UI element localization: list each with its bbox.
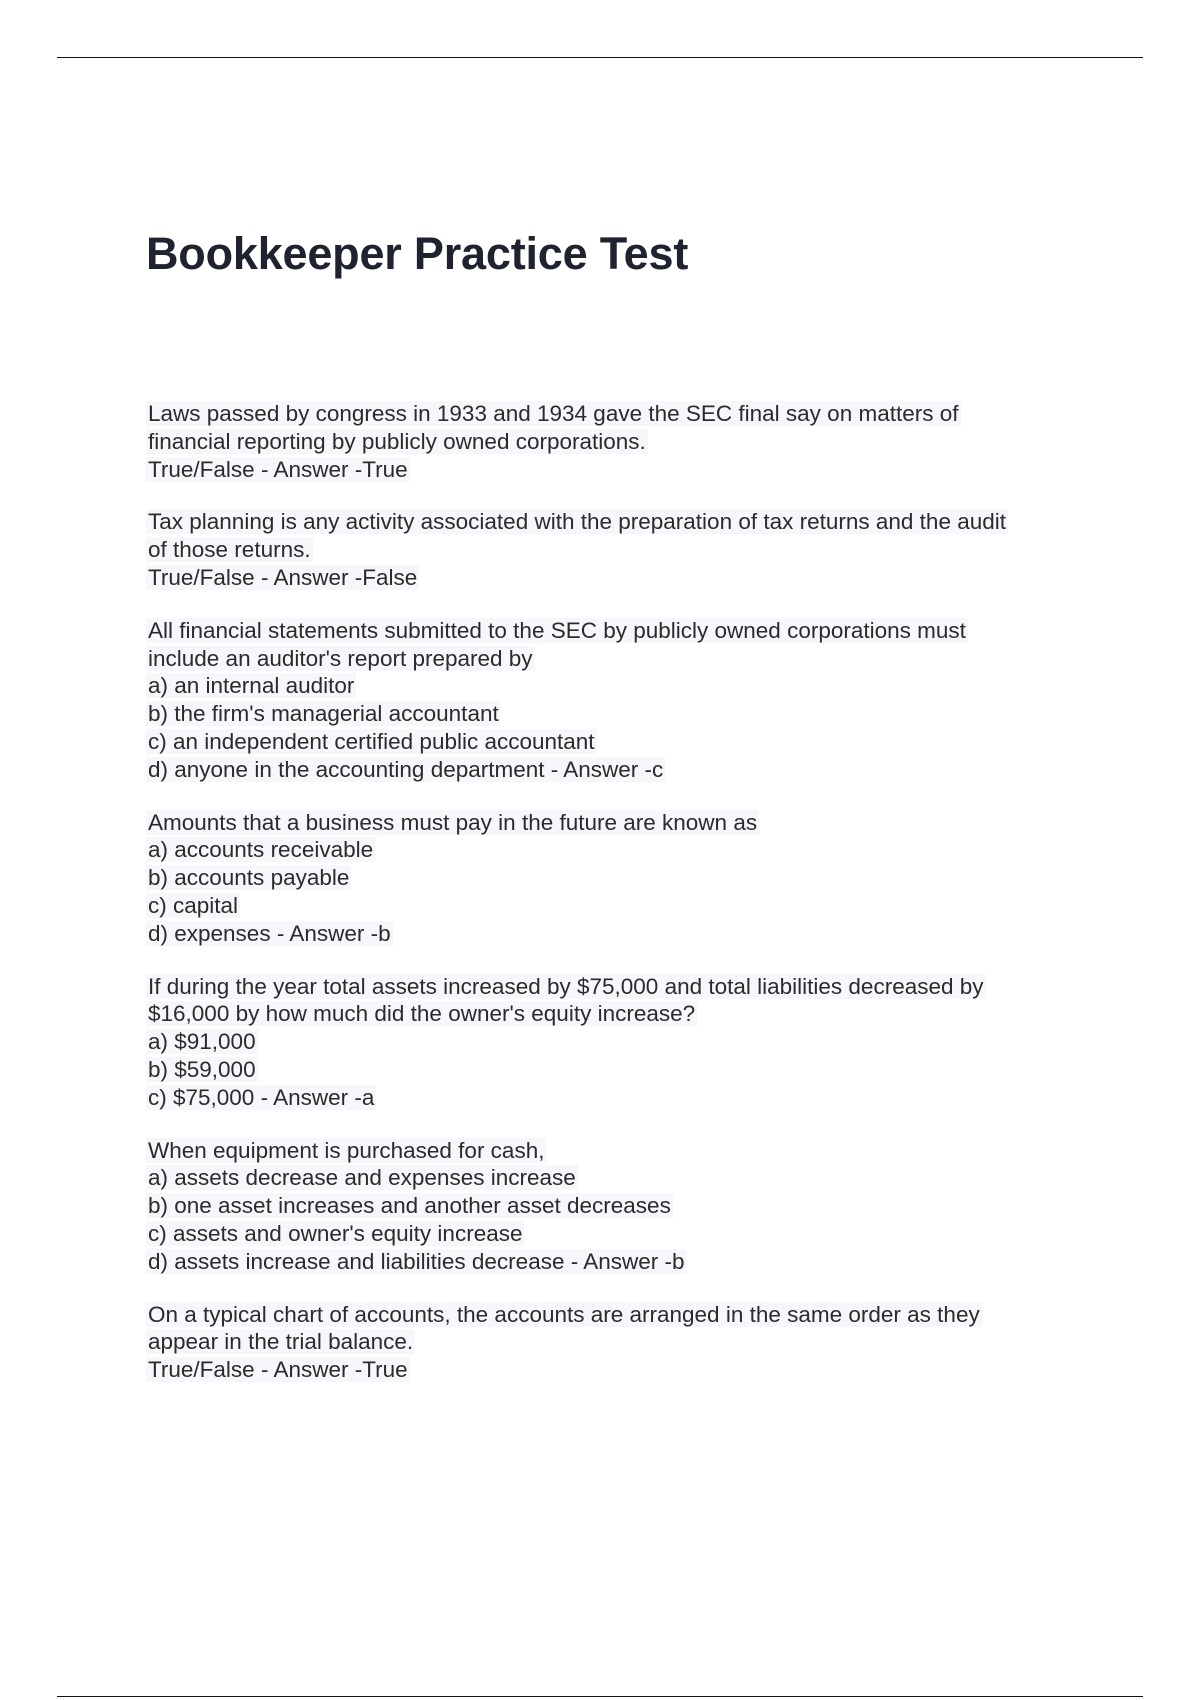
- question-item: [146, 617, 1076, 784]
- question-item: [146, 809, 1076, 948]
- question-line: Amounts that a business must pay in the future are known as: [148, 809, 758, 835]
- question-line: When equipment is purchased for cash,: [148, 1137, 545, 1163]
- question-line: financial reporting by publicly owned corporations.: [148, 428, 646, 454]
- option-line: a) an internal auditor: [148, 673, 355, 699]
- document-title: Bookkeeper Practice Test: [146, 228, 689, 279]
- option-line: a) assets decrease and expenses increase: [148, 1165, 576, 1191]
- option-line: b) one asset increases and another asset decreases: [148, 1193, 671, 1219]
- answer-line: True/False - Answer -True: [148, 456, 408, 482]
- question-line: If during the year total assets increased by $75,000 and total liabilities decreased by: [148, 973, 984, 999]
- option-line: a) $91,000: [148, 1029, 256, 1055]
- option-line: c) assets and owner's equity increase: [148, 1220, 523, 1246]
- answer-line: True/False - Answer -False: [148, 564, 418, 590]
- question-line: include an auditor's report prepared by: [148, 645, 533, 671]
- question-item: [146, 508, 1076, 591]
- question-line: All financial statements submitted to the SEC by publicly owned corporations must: [148, 617, 966, 643]
- answer-line: d) anyone in the accounting department - Answer -c: [148, 756, 664, 782]
- option-line: a) accounts receivable: [148, 837, 374, 863]
- option-line: c) an independent certified public accountant: [148, 728, 595, 754]
- option-line: b) $59,000: [148, 1056, 256, 1082]
- question-item: [146, 1137, 1076, 1276]
- option-line: b) the firm's managerial accountant: [148, 701, 499, 727]
- question-item: [146, 400, 1076, 483]
- header-rule: [57, 57, 1143, 58]
- option-line: c) capital: [148, 892, 239, 918]
- question-line: $16,000 by how much did the owner's equity increase?: [148, 1001, 696, 1027]
- question-item: [146, 973, 1076, 1112]
- option-line: b) accounts payable: [148, 865, 350, 891]
- question-item: [146, 1301, 1076, 1384]
- answer-line: True/False - Answer -True: [148, 1357, 408, 1383]
- question-line: Laws passed by congress in 1933 and 1934 gave the SEC final say on matters of: [148, 401, 959, 426]
- answer-line: d) expenses - Answer -b: [148, 920, 391, 946]
- footer-rule: [57, 1696, 1143, 1697]
- question-line: Tax planning is any activity associated with the preparation of tax returns and the audit: [148, 509, 1006, 535]
- question-line: of those returns.: [148, 537, 311, 563]
- answer-line: c) $75,000 - Answer -a: [148, 1084, 375, 1110]
- answer-line: d) assets increase and liabilities decrease - Answer -b: [148, 1248, 685, 1274]
- question-line: appear in the trial balance.: [148, 1329, 414, 1355]
- question-list: [146, 400, 1076, 1409]
- question-line: On a typical chart of accounts, the accounts are arranged in the same order as they: [148, 1301, 980, 1327]
